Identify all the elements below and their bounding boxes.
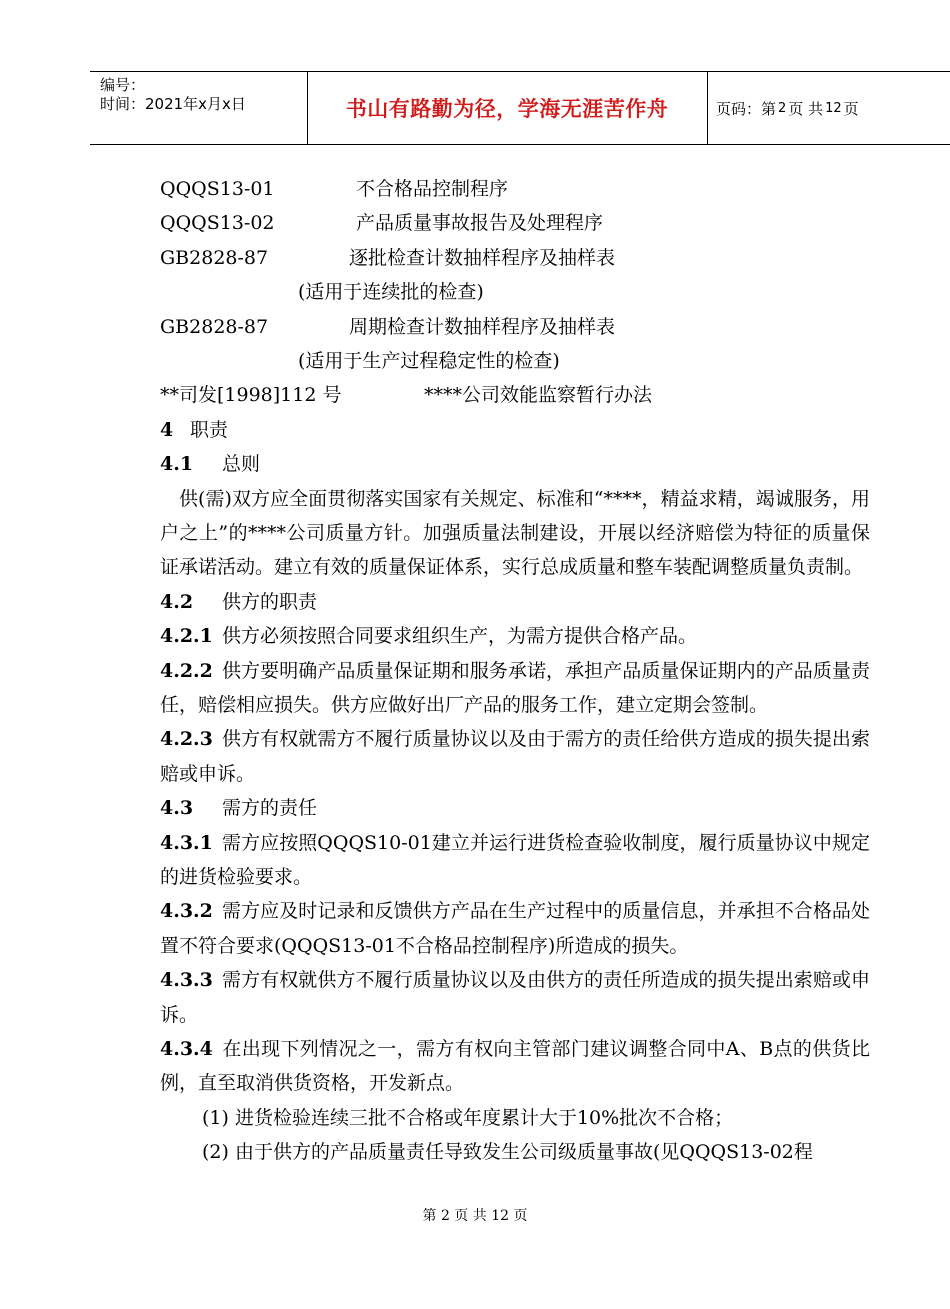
section-heading-4-1 bbox=[160, 447, 870, 481]
document-body bbox=[160, 172, 870, 1170]
clause-text: 需方应按照QQQS10-01建立并运行进货检查验收制度，履行质量协议中规定的进货检验要求。 bbox=[160, 831, 870, 888]
page-prefix: 页码：第 bbox=[716, 99, 777, 118]
clause-number: 4.2.2 bbox=[160, 659, 213, 682]
section-title: 总则 bbox=[222, 453, 261, 476]
clause-text: 在出现下列情况之一，需方有权向主管部门建议调整合同中A、B点的供货比例，直至取消供货资格，开发新点。 bbox=[160, 1037, 870, 1095]
reference-title: 逐批检查计数抽样程序及抽样表 bbox=[349, 246, 616, 269]
reference-row bbox=[160, 206, 870, 240]
clause-4-2-1 bbox=[160, 619, 870, 653]
page-total: 12 bbox=[825, 100, 842, 116]
reference-note: (适用于连续批的检查) bbox=[298, 281, 484, 304]
clause-number: 4.2.3 bbox=[160, 728, 213, 751]
reference-code: QQQS13-02 bbox=[160, 212, 275, 235]
reference-code: GB2828-87 bbox=[160, 246, 269, 269]
clause-text: 供方要明确产品质量保证期和服务承诺，承担产品质量保证期内的产品质量责任，赔偿相应损失。供方应做好出厂产品的服务工作，建立定期会签制。 bbox=[160, 659, 870, 716]
reference-title: 周期检查计数抽样程序及抽样表 bbox=[349, 315, 616, 338]
header-number-label: 编号： bbox=[100, 76, 146, 94]
section-number: 4 bbox=[160, 418, 174, 441]
section-heading-4 bbox=[160, 413, 870, 447]
clause-4-3-3 bbox=[160, 963, 870, 1032]
section-title: 需方的责任 bbox=[222, 797, 318, 820]
clause-number: 4.3.4 bbox=[160, 1037, 213, 1060]
section-title: 供方的职责 bbox=[222, 590, 318, 613]
reference-code: QQQS13-01 bbox=[160, 178, 275, 200]
clause-4-3-4 bbox=[160, 1032, 870, 1101]
clause-4-3-2 bbox=[160, 894, 870, 963]
header-divider-right bbox=[707, 72, 708, 144]
reference-code: **司发[1998]112 号 bbox=[160, 384, 342, 407]
clause-text: 供方必须按照合同要求组织生产，为需方提供合格产品。 bbox=[222, 625, 698, 648]
clause-text: 需方有权就供方不履行质量协议以及由供方的责任所造成的损失提出索赔或申诉。 bbox=[160, 969, 870, 1026]
reference-note: (适用于生产过程稳定性的检查) bbox=[298, 349, 560, 372]
section-4-1-text: 供(需)双方应全面贯彻落实国家有关规定、标准和“****，精益求精，竭诚服务，用户之上”的****公司质量方针。加强质量法制建设，开展以经济赔偿为特征的质量保证承诺活动。建立有效的质量保证体系，实行总成质量和整车装配调整质量负责制。 bbox=[160, 487, 870, 579]
header-motto: 书山有路勤为径，学海无涯苦作舟 bbox=[345, 97, 669, 121]
section-number: 4.2 bbox=[160, 590, 194, 613]
reference-title: 产品质量事故报告及处理程序 bbox=[356, 212, 604, 235]
reference-title: ****公司效能监察暂行办法 bbox=[424, 384, 653, 407]
section-number: 4.1 bbox=[160, 453, 194, 476]
section-heading-4-2 bbox=[160, 585, 870, 619]
section-number: 4.3 bbox=[160, 797, 194, 820]
header-meta bbox=[100, 76, 246, 114]
page-current: 2 bbox=[778, 100, 787, 116]
reference-note-row bbox=[160, 275, 870, 309]
list-item: (1) 进货检验连续三批不合格或年度累计大于10%批次不合格； bbox=[202, 1106, 734, 1129]
clause-number: 4.2.1 bbox=[160, 625, 213, 648]
clause-number: 4.3.2 bbox=[160, 900, 213, 923]
section-title: 职责 bbox=[190, 418, 229, 441]
clause-text: 供方有权就需方不履行质量协议以及由于需方的责任给供方造成的损失提出索赔或申诉。 bbox=[160, 728, 870, 785]
reference-row bbox=[160, 310, 870, 344]
page-mid: 页 共 bbox=[788, 99, 824, 118]
reference-code: GB2828-87 bbox=[160, 315, 269, 338]
clause-number: 4.3.1 bbox=[160, 831, 213, 854]
clause-4-3-1 bbox=[160, 826, 870, 895]
list-item: (2) 由于供方的产品质量责任导致发生公司级质量事故(见QQQS13-02程 bbox=[202, 1141, 813, 1164]
clause-4-2-2 bbox=[160, 654, 870, 723]
reference-note-row bbox=[160, 344, 870, 378]
header-page-info bbox=[716, 72, 859, 144]
header-time: 时间：2021年x月x日 bbox=[100, 95, 246, 113]
reference-row bbox=[160, 378, 870, 412]
reference-row bbox=[160, 241, 870, 275]
clause-number: 4.3.3 bbox=[160, 969, 213, 992]
section-heading-4-3 bbox=[160, 791, 870, 825]
clause-4-2-3 bbox=[160, 722, 870, 791]
header-bottom-border bbox=[90, 144, 950, 145]
reference-title: 不合格品控制程序 bbox=[356, 178, 509, 200]
reference-row bbox=[160, 172, 870, 206]
page-suffix: 页 bbox=[843, 99, 859, 118]
clause-text: 需方应及时记录和反馈供方产品在生产过程中的质量信息，并承担不合格品处置不符合要求(QQQS13-01不合格品控制程序)所造成的损失。 bbox=[160, 900, 870, 957]
page-footer: 第 2 页 共 12 页 bbox=[422, 1208, 528, 1224]
